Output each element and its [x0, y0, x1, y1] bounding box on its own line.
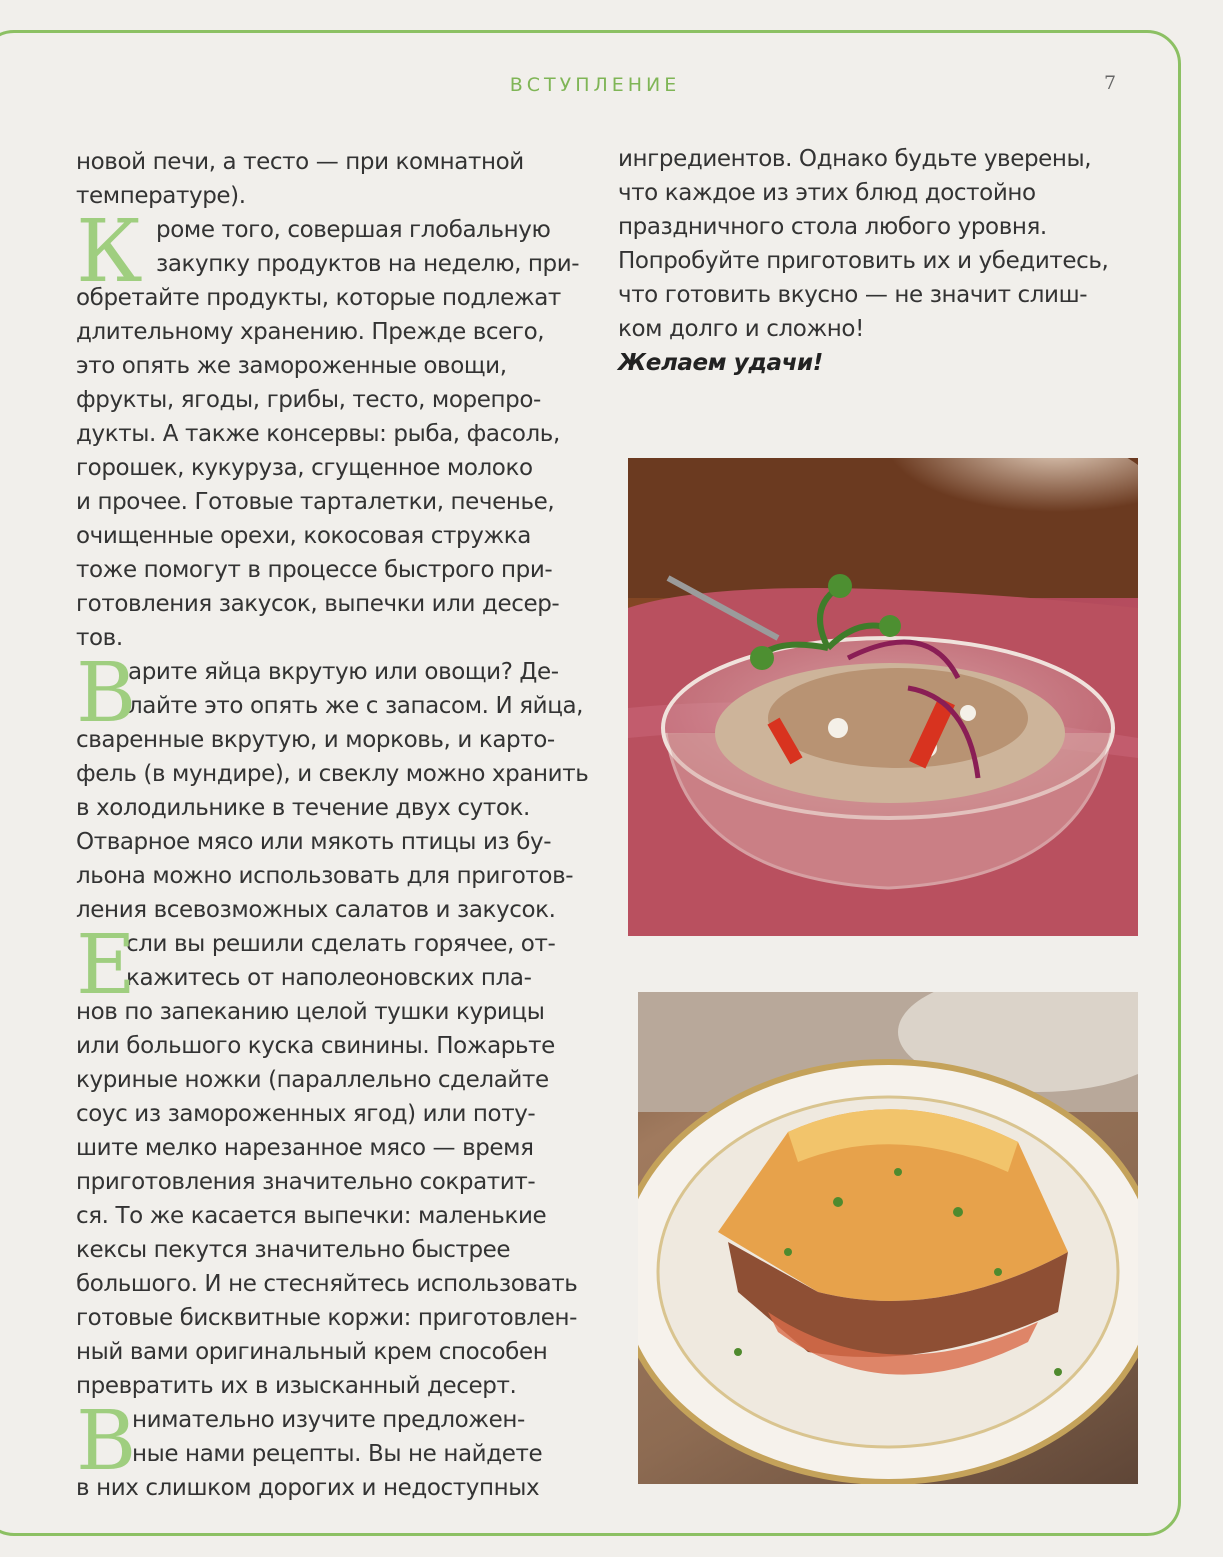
- text-line: это опять же замороженные овощи,: [76, 353, 507, 379]
- drop-cap: К: [76, 202, 143, 302]
- text-line: горошек, кукуруза, сгущенное молоко: [76, 455, 533, 481]
- text-line: кажитесь от наполеоновских пла-: [126, 965, 532, 991]
- text-line: шите мелко нарезанное мясо — время: [76, 1135, 534, 1161]
- text-line: льона можно использовать для приготов-: [76, 863, 574, 889]
- drop-cap: В: [76, 646, 136, 741]
- text-line: фрукты, ягоды, грибы, тесто, морепро-: [76, 387, 541, 413]
- page-number: 7: [1104, 72, 1117, 94]
- text-line: что готовить вкусно — не значит слиш-: [618, 282, 1088, 308]
- text-line: ный вами оригинальный крем способен: [76, 1339, 548, 1365]
- salad-photo: [628, 458, 1138, 936]
- paragraph-shopping: [76, 202, 598, 655]
- text-line: длительному хранению. Прежде всего,: [76, 319, 545, 345]
- pie-photo: [638, 992, 1138, 1484]
- section-title: ВСТУПЛЕНИЕ: [509, 74, 681, 96]
- text-line: большого. И не стесняйтесь использовать: [76, 1271, 578, 1297]
- text-line: в них слишком дорогих и недоступных: [76, 1475, 540, 1501]
- text-line: готовления закусок, выпечки или десер-: [76, 591, 560, 617]
- paragraph-recipes: [76, 1394, 598, 1505]
- text-line: Отварное мясо или мякоть птицы из бу-: [76, 829, 552, 855]
- pie-illustration: [638, 992, 1138, 1484]
- text-line: новой печи, а тесто — при комнатной: [76, 149, 524, 175]
- text-line: тоже помогут в процессе быстрого при-: [76, 557, 553, 583]
- text-line: в холодильнике в течение двух суток.: [76, 795, 530, 821]
- right-column: [618, 142, 1118, 380]
- text-line: ные нами рецепты. Вы не найдете: [132, 1441, 543, 1467]
- drop-cap: В: [76, 1394, 136, 1489]
- text-line: температуре).: [76, 183, 246, 209]
- text-line: лайте это опять же с запасом. И яйца,: [128, 693, 584, 719]
- text-line: или большого куска свинины. Пожарьте: [76, 1033, 555, 1059]
- text-line: очищенные орехи, кокосовая стружка: [76, 523, 531, 549]
- text-line: сли вы решили сделать горячее, от-: [126, 931, 556, 957]
- text-line: кексы пекутся значительно быстрее: [76, 1237, 511, 1263]
- text-line: арите яйца вкрутую или овощи? Де-: [128, 659, 559, 685]
- text-line: обретайте продукты, которые подлежат: [76, 285, 561, 311]
- text-line: и прочее. Готовые тарталетки, печенье,: [76, 489, 555, 515]
- text-line: Попробуйте приготовить их и убедитесь,: [618, 248, 1109, 274]
- text-line: праздничного стола любого уровня.: [618, 214, 1047, 240]
- text-line: ингредиентов. Однако будьте уверены,: [618, 146, 1092, 172]
- text-line: превратить их в изысканный десерт.: [76, 1373, 517, 1399]
- text-line: ления всевозможных салатов и закусок.: [76, 897, 556, 923]
- closing-wish: Желаем удачи!: [618, 350, 823, 376]
- paragraph-boiling: [76, 646, 598, 927]
- text-line: сваренные вкрутую, и морковь, и карто-: [76, 727, 555, 753]
- text-line: дукты. А также консервы: рыба, фасоль,: [76, 421, 560, 447]
- text-line: готовые бисквитные коржи: приготовлен-: [76, 1305, 578, 1331]
- text-line: роме того, совершая глобальную: [156, 217, 551, 243]
- text-line: ся. То же касается выпечки: маленькие: [76, 1203, 547, 1229]
- text-line: соус из замороженных ягод) или поту-: [76, 1101, 536, 1127]
- paragraph-hot-dish: [76, 918, 598, 1403]
- text-line: ком долго и сложно!: [618, 316, 864, 342]
- text-line: закупку продуктов на неделю, при-: [156, 251, 580, 277]
- text-line: тов.: [76, 625, 123, 651]
- text-line: нимательно изучите предложен-: [132, 1407, 525, 1433]
- text-line: что каждое из этих блюд достойно: [618, 180, 1036, 206]
- text-line: нов по запеканию целой тушки курицы: [76, 999, 545, 1025]
- text-line: куриные ножки (параллельно сделайте: [76, 1067, 549, 1093]
- left-column: [76, 145, 598, 1505]
- salad-illustration: [628, 458, 1138, 936]
- text-line: приготовления значительно сократит-: [76, 1169, 536, 1195]
- text-line: фель (в мундире), и свеклу можно хранить: [76, 761, 589, 787]
- drop-cap: Е: [76, 918, 136, 1013]
